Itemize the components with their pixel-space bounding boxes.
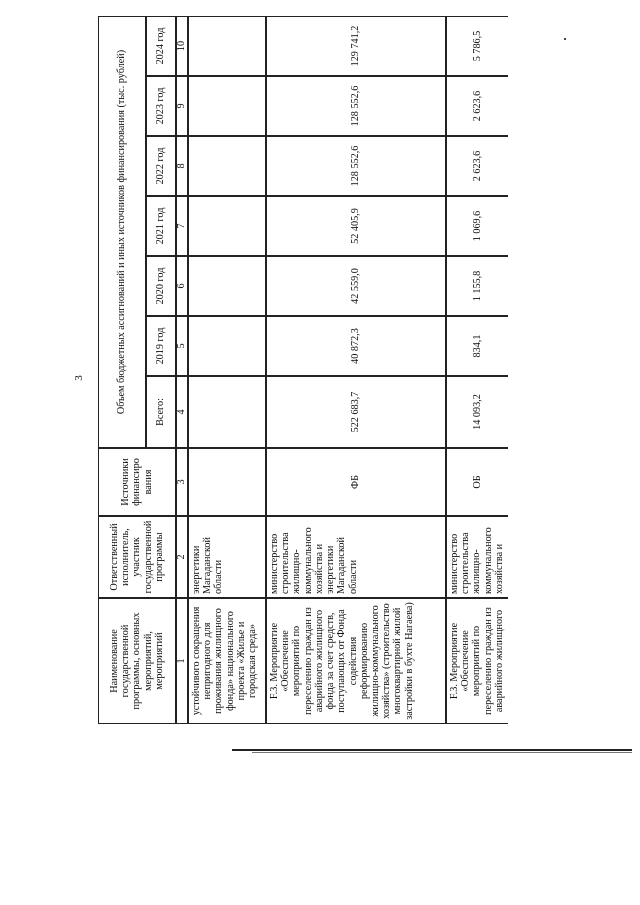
row3-value-2022 [446, 136, 508, 196]
row3-value-text: 834,1 [471, 334, 483, 358]
row3-executor [446, 516, 508, 598]
row2-value-text: 129 741,2 [350, 25, 362, 67]
row3-value-2023 [446, 76, 508, 136]
row3-total [446, 376, 508, 448]
row2-name-text: F.3. Мероприятие «Обеспечение мероприятий по переселению граждан из аварийного жилищного фонда за счет средств, поступающих от Фонда содействия реформированию жилищно-коммунального хозяйства» (строительство многоквартирной жилой застройки в бухте Нагаева) [269, 602, 415, 720]
row1-value-2020 [188, 256, 266, 316]
row2-value-2019 [266, 316, 446, 376]
row2-value-text: 128 552,6 [350, 145, 362, 187]
col-number-3 [176, 448, 188, 516]
row3-value-text: 5 786,5 [471, 30, 483, 62]
row1-executor [188, 516, 266, 598]
page-number: 3 [72, 375, 85, 381]
row3-value-text: 1 069,6 [471, 210, 483, 242]
header-source [98, 448, 176, 516]
col-number-1 [176, 598, 188, 724]
header-year-2019 [146, 316, 176, 376]
row2-value-2023 [266, 76, 446, 136]
header-year-2023 [146, 76, 176, 136]
row2-value-text: 40 872,3 [350, 328, 362, 364]
col-number-2 [176, 516, 188, 598]
col-number-8 [176, 136, 188, 196]
row2-executor [266, 516, 446, 598]
col-number-text: 6 [176, 283, 188, 289]
col-number-6 [176, 256, 188, 316]
row3-value-text: 2 623,6 [471, 90, 483, 122]
header-year-2021 [146, 196, 176, 256]
row1-source [188, 448, 266, 516]
row3-value-text: 2 623,6 [471, 150, 483, 182]
row2-source-text: ФБ [350, 475, 362, 489]
row3-value-2024 [446, 16, 508, 76]
header-executor [98, 516, 176, 598]
col-number-9 [176, 76, 188, 136]
row2-name [266, 598, 446, 724]
row3-name-text: F.3. Мероприятие «Обеспечение мероприятий по переселению граждан из аварийного жилищного [449, 607, 505, 715]
row3-value-2020 [446, 256, 508, 316]
row3-value-text: 1 155,8 [471, 270, 483, 302]
row1-value-2023 [188, 76, 266, 136]
header-year-text: 2021 год [155, 207, 167, 245]
row2-value-2021 [266, 196, 446, 256]
footer-rule-thin [252, 752, 632, 753]
header-executor-text: Ответственный исполнитель, участник государственной программы [108, 520, 165, 594]
col-number-text: 10 [176, 40, 188, 52]
col-number-text: 9 [176, 103, 188, 109]
header-year-text: 2022 год [155, 147, 167, 185]
row3-value-2021 [446, 196, 508, 256]
col-number-text: 7 [176, 223, 188, 229]
col-number-10 [176, 16, 188, 76]
row1-name-text: устойчивого сокращения непригодного для проживания жилищного фонда» национального проекта «Жилье и городская среда» [191, 606, 259, 716]
row1-name [188, 598, 266, 724]
col-number-4 [176, 376, 188, 448]
col-number-text: 2 [176, 554, 188, 560]
row2-value-2020 [266, 256, 446, 316]
row2-total [266, 376, 446, 448]
col-number-7 [176, 196, 188, 256]
row3-executor-text: министерство строительства жилищно-коммунального хозяйства и [449, 527, 505, 594]
col-number-text: 3 [176, 479, 188, 485]
row2-value-text: 42 559,0 [350, 268, 362, 304]
row1-value-2021 [188, 196, 266, 256]
col-number-text: 8 [176, 163, 188, 169]
header-total-text: Всего: [155, 398, 167, 426]
col-number-text: 5 [176, 343, 188, 349]
row1-executor-text: энергетики Магаданской области [191, 537, 225, 594]
row3-total-text: 14 093,2 [471, 394, 483, 430]
header-year-2020 [146, 256, 176, 316]
row2-executor-text: министерство строительства жилищно-коммунального хозяйства и энергетики Магаданской области [269, 527, 359, 594]
header-source-text: Источники финансиро вания [120, 458, 154, 506]
row2-source [266, 448, 446, 516]
header-year-2024 [146, 16, 176, 76]
row2-value-2024 [266, 16, 446, 76]
header-name [98, 598, 176, 724]
header-volume [98, 16, 146, 448]
footer-rule [232, 749, 632, 751]
row3-value-2019 [446, 316, 508, 376]
row2-value-2022 [266, 136, 446, 196]
header-year-text: 2019 год [155, 327, 167, 365]
row3-name [446, 598, 508, 724]
row3-source [446, 448, 508, 516]
row1-value-2022 [188, 136, 266, 196]
col-number-text: 1 [176, 658, 188, 664]
header-year-2022 [146, 136, 176, 196]
header-year-text: 2023 год [155, 87, 167, 125]
header-year-text: 2024 год [155, 27, 167, 65]
row1-value-2024 [188, 16, 266, 76]
row1-total [188, 376, 266, 448]
header-year-text: 2020 год [155, 267, 167, 305]
header-total [146, 376, 176, 448]
row2-value-text: 128 552,6 [350, 85, 362, 127]
row3-source-text: ОБ [471, 475, 483, 489]
row2-value-text: 52 405,9 [350, 208, 362, 244]
header-name-text: Наименование государственной программы, основных мероприятий, мероприятий [108, 612, 165, 710]
header-volume-text: Объем бюджетных ассигнований и иных источников финансирования (тыс. рублей) [116, 49, 128, 415]
scan-speck [564, 38, 566, 40]
col-number-text: 4 [176, 409, 188, 415]
row2-total-text: 522 683,7 [350, 391, 362, 433]
col-number-5 [176, 316, 188, 376]
financing-table [98, 16, 508, 724]
row1-value-2019 [188, 316, 266, 376]
